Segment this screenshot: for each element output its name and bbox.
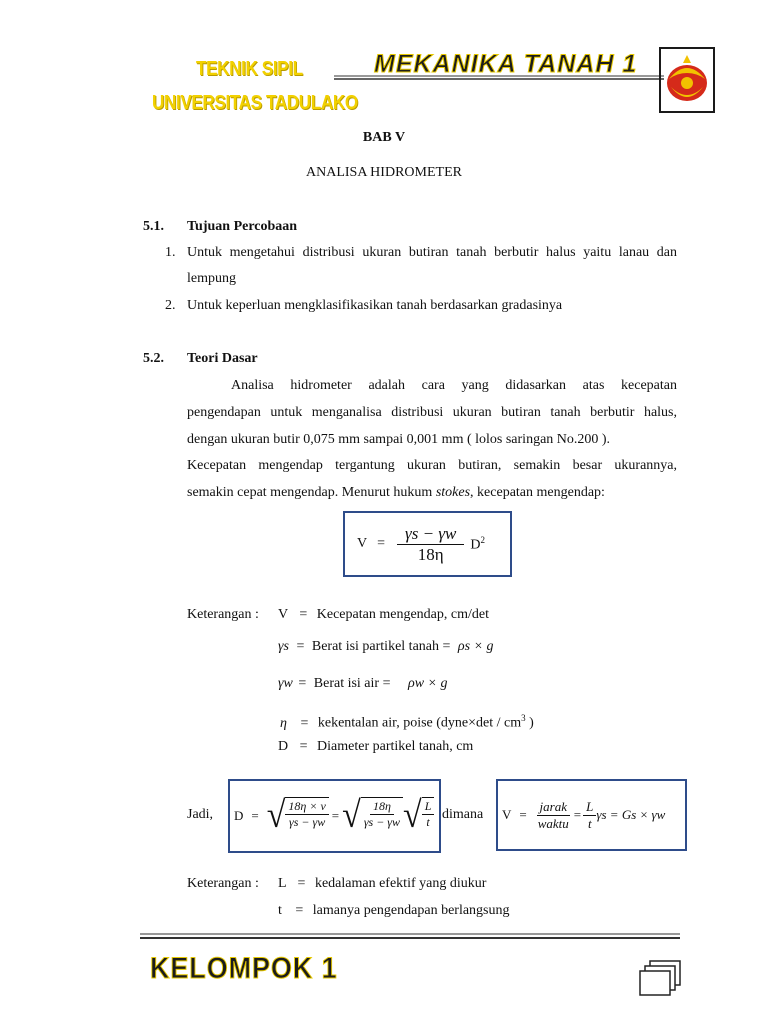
legend-row bbox=[278, 671, 448, 697]
text-run: semakin cepat mengendap. Menurut hukum bbox=[187, 485, 436, 500]
legend-eq: = bbox=[298, 676, 307, 691]
legend-math: ρw × g bbox=[407, 676, 448, 691]
legend-row bbox=[278, 602, 489, 628]
formula-eq: = bbox=[251, 808, 259, 823]
legend-text: kedalaman efektif yang diukur bbox=[314, 876, 487, 891]
sqrt-expression-1: √ $\frac{18\eta \times v}{\gamma s - \gamma w}$ bbox=[267, 797, 329, 835]
paragraph-line: dengan ukuran butir 0,075 mm sampai 0,001 mm ( lolos saringan No.200 ). bbox=[187, 432, 611, 447]
chapter-title: ANALISA HIDROMETER bbox=[306, 165, 462, 180]
frac-denominator: t bbox=[587, 815, 592, 831]
legend-symbol: γw bbox=[278, 676, 293, 691]
stokes-formula-box bbox=[343, 511, 512, 577]
jadi-label: Jadi, bbox=[187, 807, 214, 822]
department-name: TEKNIK SIPIL bbox=[196, 58, 303, 80]
text-run: stokes bbox=[435, 485, 471, 500]
list-item-text: Untuk keperluan mengklasifikasikan tanah berdasarkan gradasinya bbox=[187, 298, 563, 313]
legend-row bbox=[278, 705, 534, 737]
legend-text: Berat isi partikel tanah = bbox=[311, 639, 451, 654]
formula-lhs: V bbox=[357, 536, 368, 551]
legend-text: kekentalan air, poise (dyne×det / cm bbox=[317, 715, 522, 731]
legend-eq: = bbox=[295, 903, 304, 918]
formula-lhs: V bbox=[502, 807, 512, 822]
diameter-formula-box: D = √ $\frac{18\eta \times v}{\gamma s - \gamma w}$ = √ $\frac{18\eta}{\gamma s - \gamma w}$ √ $\frac{L}{t}$ bbox=[228, 779, 441, 853]
section-number: 5.1. bbox=[143, 219, 164, 234]
list-number: 1. bbox=[165, 245, 176, 260]
course-title: MEKANIKA TANAH 1 bbox=[374, 50, 638, 78]
legend-eq: = bbox=[300, 715, 309, 731]
footer-rule bbox=[140, 932, 680, 942]
list-number: 2. bbox=[165, 298, 176, 313]
pages-icon bbox=[636, 959, 684, 999]
section-heading: Teori Dasar bbox=[187, 351, 258, 366]
chapter-number: BAB V bbox=[362, 130, 406, 145]
list-item-text: lempung bbox=[187, 271, 236, 286]
paragraph-line: Kecepatan mengendap tergantung ukuran butiran, semakin besar ukurannya, bbox=[187, 458, 677, 473]
text-run: , kecepatan mengendap: bbox=[470, 485, 605, 500]
frac-denominator: waktu bbox=[537, 815, 569, 831]
velocity-formula-box: V = $\frac{\text{jarak}}{\text{waktu}}$ = $\frac{L}{t}$ γs = Gs × γw bbox=[496, 779, 687, 851]
frac-numerator: jarak bbox=[537, 799, 570, 816]
legend-symbol: D bbox=[278, 739, 289, 754]
legend-label: Keterangan : bbox=[187, 876, 259, 891]
university-logo bbox=[659, 47, 715, 113]
frac-numerator: L bbox=[583, 799, 596, 816]
formula-tail: γs = Gs × γw bbox=[596, 807, 666, 822]
legend-math: ρs × g bbox=[457, 639, 494, 654]
formula-tail bbox=[470, 535, 485, 554]
rad-denominator: t bbox=[426, 815, 430, 829]
section-heading: Tujuan Percobaan bbox=[187, 219, 298, 234]
legend-text: Berat isi air = bbox=[313, 676, 391, 691]
formula-fraction bbox=[397, 524, 464, 565]
legend-row bbox=[278, 634, 494, 660]
legend-row bbox=[278, 871, 486, 897]
legend-text: Kecepatan mengendap, cm/det bbox=[316, 607, 489, 622]
legend-symbol: η bbox=[280, 715, 287, 731]
paragraph-line: Analisa hidrometer adalah cara yang didasarkan atas kecepatan bbox=[231, 378, 677, 393]
legend-symbol: L bbox=[278, 876, 287, 891]
dimana-label: dimana bbox=[442, 807, 484, 822]
group-label: KELOMPOK 1 bbox=[150, 952, 338, 985]
legend-text: lamanya pengendapan berlangsung bbox=[312, 903, 510, 918]
legend-sup: 3 bbox=[521, 713, 526, 723]
section-number: 5.2. bbox=[143, 351, 164, 366]
formula-fraction bbox=[535, 799, 572, 832]
legend-symbol: t bbox=[278, 903, 282, 918]
rad-numerator: 18η bbox=[370, 799, 394, 815]
sqrt-expression-2: √ $\frac{18\eta}{\gamma s - \gamma w}$ bbox=[342, 797, 403, 835]
formula-numerator: γs − γw bbox=[397, 524, 464, 545]
legend-eq: = bbox=[297, 876, 306, 891]
formula-eq: = bbox=[377, 536, 386, 551]
formula-tail-text: D bbox=[470, 537, 481, 553]
legend-eq: = bbox=[299, 607, 308, 622]
formula-denominator: 18η bbox=[417, 544, 444, 564]
formula-tail-sup: 2 bbox=[480, 534, 485, 545]
formula-eq: = bbox=[519, 807, 527, 822]
rad-denominator: γs − γw bbox=[363, 815, 401, 829]
rad-numerator: 18η × v bbox=[285, 799, 328, 815]
legend-eq: = bbox=[299, 739, 308, 754]
legend-symbol: γs bbox=[278, 639, 289, 654]
legend-row bbox=[278, 734, 473, 760]
paragraph-line bbox=[187, 480, 605, 506]
legend-symbol: V bbox=[278, 607, 288, 622]
rad-denominator: γs − γw bbox=[288, 815, 326, 829]
legend-text-end: ) bbox=[525, 715, 534, 731]
sqrt-expression-3: √ $\frac{L}{t}$ bbox=[403, 797, 434, 835]
formula-fraction bbox=[583, 799, 596, 832]
legend-text: Diameter partikel tanah, cm bbox=[317, 739, 474, 754]
formula-lhs: D bbox=[234, 808, 244, 823]
list-item-text: Untuk mengetahui distribusi ukuran butiran tanah berbutir halus yaitu lanau dan bbox=[187, 245, 677, 260]
legend-label: Keterangan : bbox=[187, 607, 259, 622]
rad-numerator: L bbox=[422, 799, 435, 815]
legend-eq: = bbox=[296, 639, 305, 654]
crest-icon bbox=[661, 49, 713, 111]
legend-row bbox=[278, 898, 510, 924]
university-name: UNIVERSITAS TADULAKO bbox=[152, 92, 358, 114]
paragraph-line: pengendapan untuk menganalisa distribusi ukuran butiran tanah berbutir halus, bbox=[187, 405, 677, 420]
